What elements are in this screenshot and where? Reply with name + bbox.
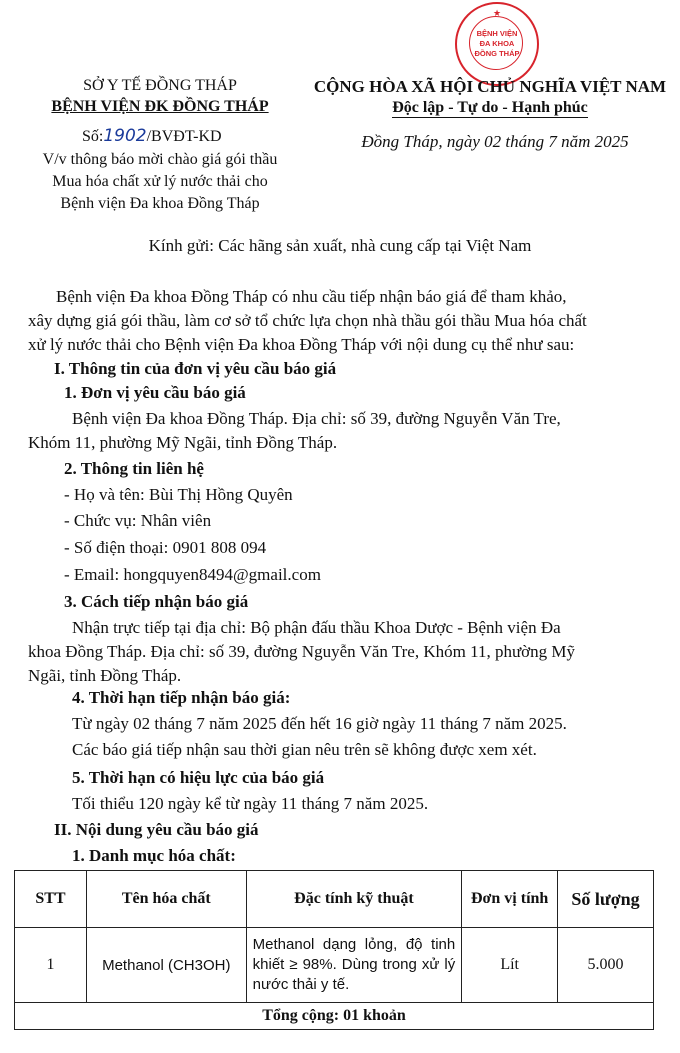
date-line: Đồng Tháp, ngày 02 tháng 7 năm 2025 [361, 132, 629, 151]
cell-total: Tổng cộng: 01 khoản [15, 1003, 654, 1030]
motto [325, 97, 655, 119]
hospital-seal [455, 2, 539, 86]
intro-line-1: Bệnh viện Đa khoa Đồng Tháp có nhu cầu tiếp nhận báo giá để tham khảo, [56, 287, 567, 306]
subject-line-3: Bệnh viện Đa khoa Đồng Tháp [60, 195, 260, 212]
s3-line-3: Ngãi, tỉnh Đồng Tháp. [28, 666, 182, 685]
s5-line-1: Tối thiểu 120 ngày kể từ ngày 11 tháng 7 năm 2025. [72, 794, 429, 813]
subsection-3-title: 3. Cách tiếp nhận báo giá [64, 592, 249, 611]
document-number [82, 125, 222, 148]
seal-star-icon: ★ [493, 8, 502, 18]
section-1-title: I. Thông tin của đơn vị yêu cầu báo giá [54, 359, 337, 378]
cell-quantity: 5.000 [558, 928, 654, 1003]
subject-line-1: V/v thông báo mời chào giá gói thầu [42, 151, 278, 168]
recipient: Kính gửi: Các hãng sản xuất, nhà cung cấp tại Việt Nam [148, 236, 532, 255]
table-row [15, 928, 654, 1003]
s1-line-1: Bệnh viện Đa khoa Đồng Tháp. Địa chỉ: số 39, đường Nguyễn Văn Tre, [72, 409, 561, 428]
contact-name: - Họ và tên: Bùi Thị Hồng Quyên [64, 485, 293, 504]
seal-line-2: ĐA KHOA [479, 39, 515, 48]
section-2-title: II. Nội dung yêu cầu báo giá [54, 820, 259, 839]
motto-text: Độc lập - Tự do - Hạnh phúc [392, 99, 588, 116]
section-2-subtitle: 1. Danh mục hóa chất: [72, 846, 236, 865]
contact-phone: - Số điện thoại: 0901 808 094 [64, 538, 267, 557]
header-unit: Đơn vị tính [462, 871, 558, 928]
subsection-2-title: 2. Thông tin liên hệ [64, 459, 204, 478]
seal-line-3: ĐỒNG THÁP [474, 49, 520, 58]
cell-chemical-name: Methanol (CH3OH) [86, 928, 246, 1003]
cell-unit: Lít [462, 928, 558, 1003]
s4-line-2: Các báo giá tiếp nhận sau thời gian nêu trên sẽ không được xem xét. [72, 740, 537, 759]
chemical-list-table [14, 870, 654, 1030]
table-total-row [15, 1003, 654, 1030]
nation-title: CỘNG HÒA XÃ HỘI CHỦ NGHĨA VIỆT NAM [313, 77, 667, 96]
doc-no-prefix: Số: [82, 128, 104, 145]
header-quantity: Số lượng [558, 871, 654, 928]
contact-position: - Chức vụ: Nhân viên [64, 511, 212, 530]
seal-line-1: BỆNH VIỆN [476, 29, 518, 38]
s3-line-1: Nhận trực tiếp tại địa chỉ: Bộ phận đấu thầu Khoa Dược - Bệnh viện Đa [72, 618, 561, 637]
s3-line-2: khoa Đồng Tháp. Địa chỉ: số 39, đường Nguyễn Văn Tre, Khóm 11, phường Mỹ [28, 642, 576, 661]
doc-no-suffix: /BVĐT-KD [146, 128, 222, 145]
cell-specification: Methanol dạng lỏng, độ tinh khiết ≥ 98%. Dùng trong xử lý nước thải y tế. [246, 928, 462, 1003]
cell-stt: 1 [15, 928, 87, 1003]
subsection-5-title: 5. Thời hạn có hiệu lực của báo giá [72, 768, 325, 787]
intro-line-3: xử lý nước thải cho Bệnh viện Đa khoa Đồng Tháp với nội dung cụ thể như sau: [28, 335, 575, 354]
header-stt: STT [15, 871, 87, 928]
header-specification: Đặc tính kỹ thuật [246, 871, 462, 928]
s1-line-2: Khóm 11, phường Mỹ Ngãi, tỉnh Đồng Tháp. [28, 433, 338, 452]
doc-no-handwritten: 1902 [103, 126, 147, 146]
s4-line-1: Từ ngày 02 tháng 7 năm 2025 đến hết 16 giờ ngày 11 tháng 7 năm 2025. [72, 714, 567, 733]
subsection-1-title: 1. Đơn vị yêu cầu báo giá [64, 383, 246, 402]
subject-line-2: Mua hóa chất xử lý nước thải cho [52, 173, 268, 190]
hospital-name: BỆNH VIỆN ĐK ĐỒNG THÁP [51, 98, 269, 115]
contact-email: - Email: hongquyen8494@gmail.com [64, 565, 321, 584]
ministry-name: SỞ Y TẾ ĐỒNG THÁP [83, 77, 237, 94]
header-chemical-name: Tên hóa chất [86, 871, 246, 928]
intro-line-2: xây dựng giá gói thầu, làm cơ sở tổ chức lựa chọn nhà thầu gói thầu Mua hóa chất [28, 311, 587, 330]
subsection-4-title: 4. Thời hạn tiếp nhận báo giá: [72, 688, 291, 707]
table-header-row [15, 871, 654, 928]
